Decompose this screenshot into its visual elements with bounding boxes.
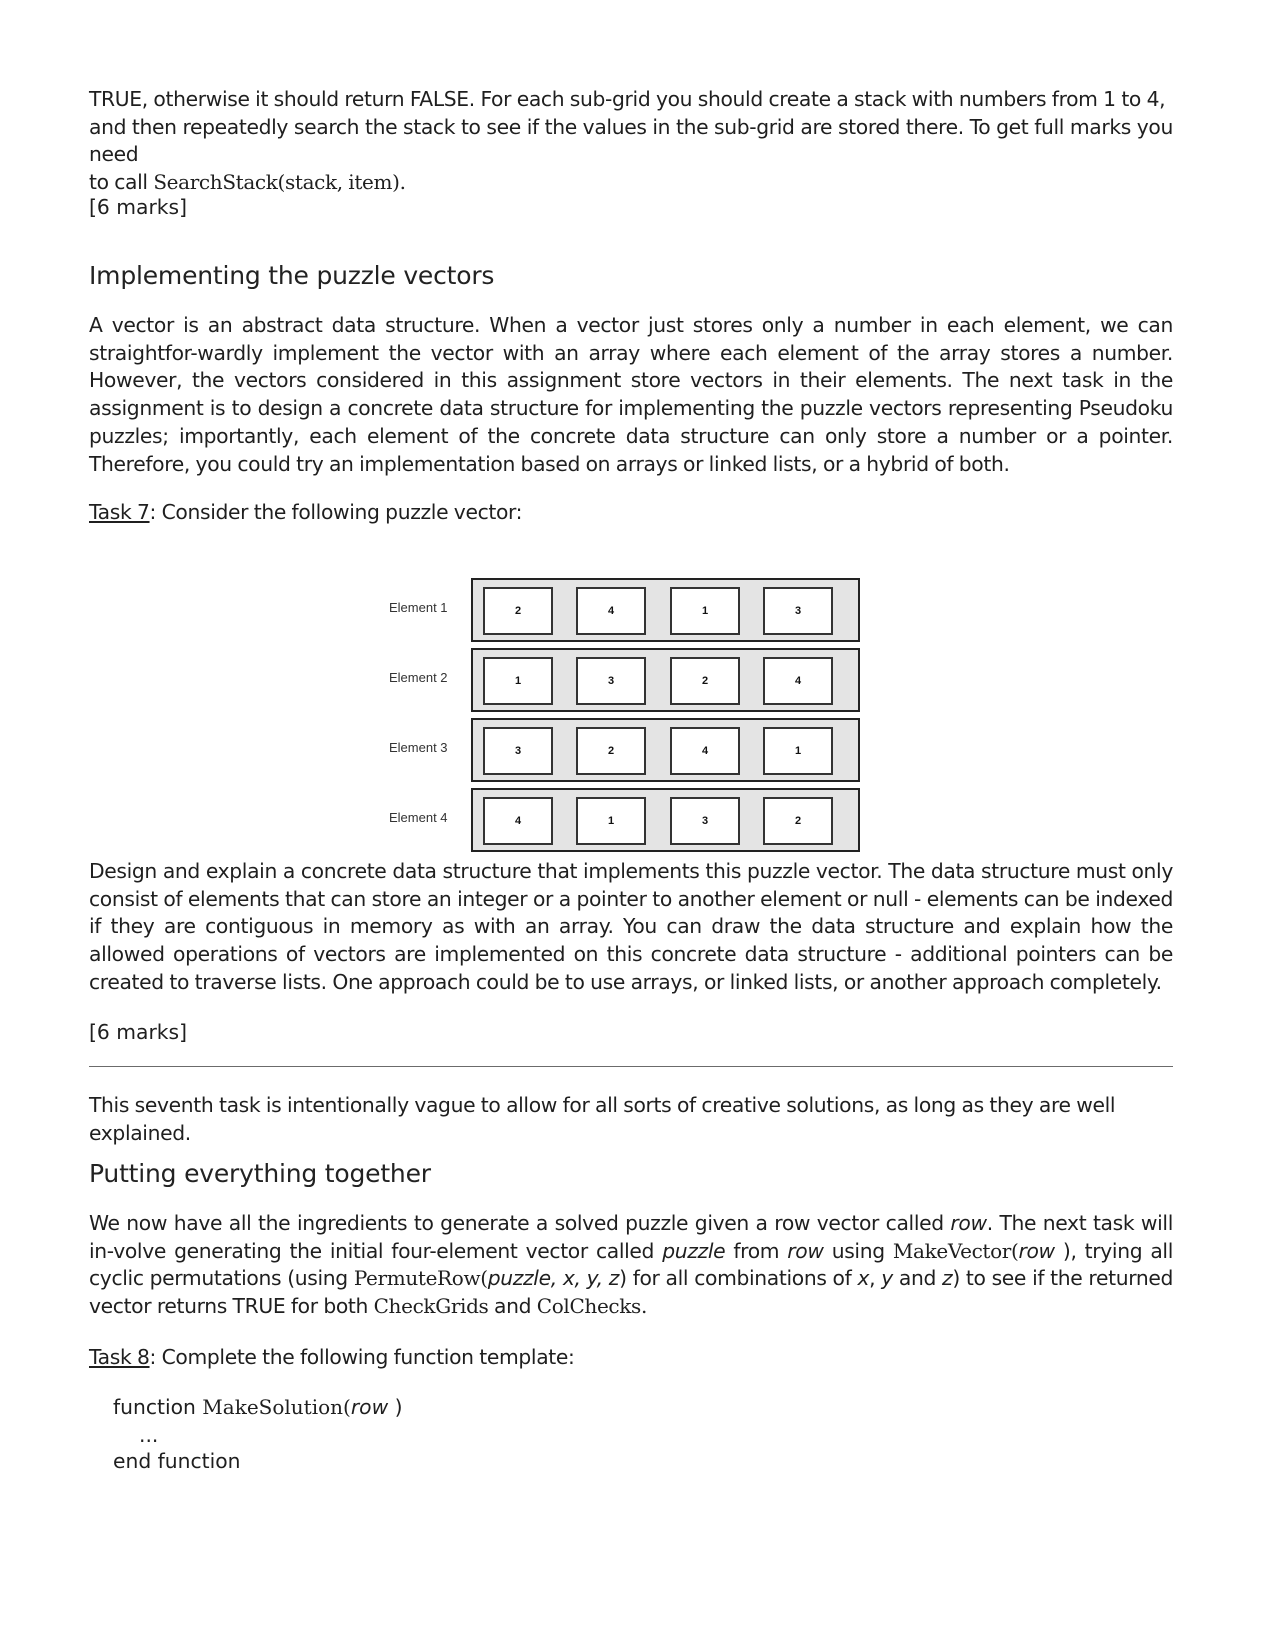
- puzzle-vector-figure: [389, 578, 869, 868]
- element-box: [471, 648, 860, 712]
- intro-paragraph: [89, 86, 1173, 197]
- element-cell: 3: [576, 657, 646, 705]
- permute-args: puzzle, x, y, z: [487, 1266, 620, 1291]
- var-x: x: [857, 1266, 870, 1291]
- text-run: ) for all combinations of: [619, 1266, 858, 1291]
- element-cell: 1: [670, 587, 740, 635]
- element-cell: 4: [483, 797, 553, 845]
- searchstack-call: SearchStack(stack, item).: [153, 170, 406, 195]
- code-line-ellipsis: ...: [139, 1423, 159, 1447]
- task7-label: Task 7: [89, 500, 150, 524]
- element-cell: 1: [576, 797, 646, 845]
- element-label: Element 2: [389, 670, 448, 685]
- code-line-end: end function: [113, 1449, 241, 1473]
- section1-paragraph: A vector is an abstract data structure. When a vector just stores only a number in each element, we can straightfor-wardly implement the vector with an array where each element of the array stores a number. However, the vectors considered in this assignment store vectors in their elements. The next task in the assignment is to design a concrete data structure for implementing the puzzle vectors representing Pseudoku puzzles; importantly, each element of the concrete data structure can only store a number or a pointer. Therefore, you could try an implementation based on arrays or linked lists, or a hybrid of both.: [89, 313, 1173, 476]
- function-arg: row: [350, 1395, 389, 1419]
- element-cell: 2: [763, 797, 833, 845]
- checkgrids-name: CheckGrids: [373, 1294, 489, 1319]
- intro-line-3-text: to call: [89, 170, 154, 195]
- vector-element-row: [389, 648, 869, 712]
- text-run: from: [725, 1238, 788, 1263]
- element-box: [471, 578, 860, 642]
- element-cell: 4: [763, 657, 833, 705]
- element-label: Element 3: [389, 740, 448, 755]
- var-puzzle: puzzle: [662, 1238, 726, 1263]
- element-label: Element 4: [389, 810, 448, 825]
- permuterow-call: PermuteRow(: [353, 1266, 488, 1291]
- section-heading-putting-together: Putting everything together: [89, 1159, 431, 1188]
- function-close: ): [388, 1395, 403, 1419]
- task7-intro: [89, 499, 1173, 527]
- intro-line-2: and then repeatedly search the stack to see if the values in the sub-grid are stored there. To get full marks you need: [89, 114, 1173, 167]
- task7-note: This seventh task is intentionally vague to allow for all sorts of creative solutions, as long as they are well explained.: [89, 1093, 1116, 1145]
- element-cell: 4: [670, 727, 740, 775]
- var-row: row: [787, 1238, 824, 1263]
- vector-element-row: [389, 578, 869, 642]
- vector-element-row: [389, 718, 869, 782]
- element-cell: 1: [483, 657, 553, 705]
- section-heading-puzzle-vectors: Implementing the puzzle vectors: [89, 261, 495, 290]
- text-run: and: [488, 1294, 537, 1319]
- function-keyword: function: [113, 1395, 203, 1419]
- text-run: and: [892, 1266, 943, 1291]
- task7-text: : Consider the following puzzle vector:: [149, 500, 523, 524]
- function-name: MakeSolution(: [202, 1395, 351, 1419]
- element-box: [471, 788, 860, 852]
- text-run: . The next task will in-volve generating the initial four-element vector called: [89, 1211, 1173, 1263]
- text-run: ,: [869, 1266, 882, 1291]
- marks-1: [6 marks]: [89, 195, 188, 219]
- task8-intro: [89, 1344, 1173, 1372]
- element-box: [471, 718, 860, 782]
- element-cell: 2: [670, 657, 740, 705]
- code-line-function: [113, 1394, 403, 1421]
- element-cell: 4: [576, 587, 646, 635]
- var-z: z: [942, 1266, 953, 1291]
- var-row: row: [950, 1211, 987, 1235]
- text-run: We now have all the ingredients to generate a solved puzzle given a row vector called: [89, 1211, 951, 1235]
- var-row: row: [1018, 1238, 1055, 1263]
- task8-text: : Complete the following function template:: [149, 1345, 575, 1369]
- intro-line-3: [89, 169, 1173, 197]
- var-y: y: [881, 1266, 893, 1291]
- horizontal-rule: [89, 1066, 1173, 1067]
- marks-2: [6 marks]: [89, 1020, 188, 1044]
- vector-element-row: [389, 788, 869, 852]
- section2-paragraph: [89, 1210, 1173, 1321]
- element-label: Element 1: [389, 600, 448, 615]
- task8-label: Task 8: [89, 1345, 150, 1369]
- element-cell: 2: [483, 587, 553, 635]
- element-cell: 3: [763, 587, 833, 635]
- task7-paragraph: Design and explain a concrete data structure that implements this puzzle vector. The data structure must only consist of elements that can store an integer or a pointer to another element or null - elements can be indexed if they are contiguous in memory as with an array. You can draw the data structure and explain how the allowed operations of vectors are implemented on this concrete data structure - additional pointers can be created to traverse lists. One approach could be to use arrays, or linked lists, or another approach completely.: [89, 859, 1173, 994]
- element-cell: 3: [670, 797, 740, 845]
- text-run: ), trying all cyclic permutations (using: [89, 1238, 1173, 1291]
- text-run: using: [823, 1238, 893, 1263]
- element-cell: 3: [483, 727, 553, 775]
- element-cell: 1: [763, 727, 833, 775]
- intro-line-1: TRUE, otherwise it should return FALSE. For each sub-grid you should create a stack with numbers from 1 to 4,: [89, 87, 1166, 111]
- colchecks-name: ColChecks.: [536, 1294, 647, 1319]
- makevector-call: MakeVector(: [892, 1238, 1019, 1263]
- element-cell: 2: [576, 727, 646, 775]
- text-run: ) to see if the returned vector returns TRUE for both: [89, 1266, 1173, 1319]
